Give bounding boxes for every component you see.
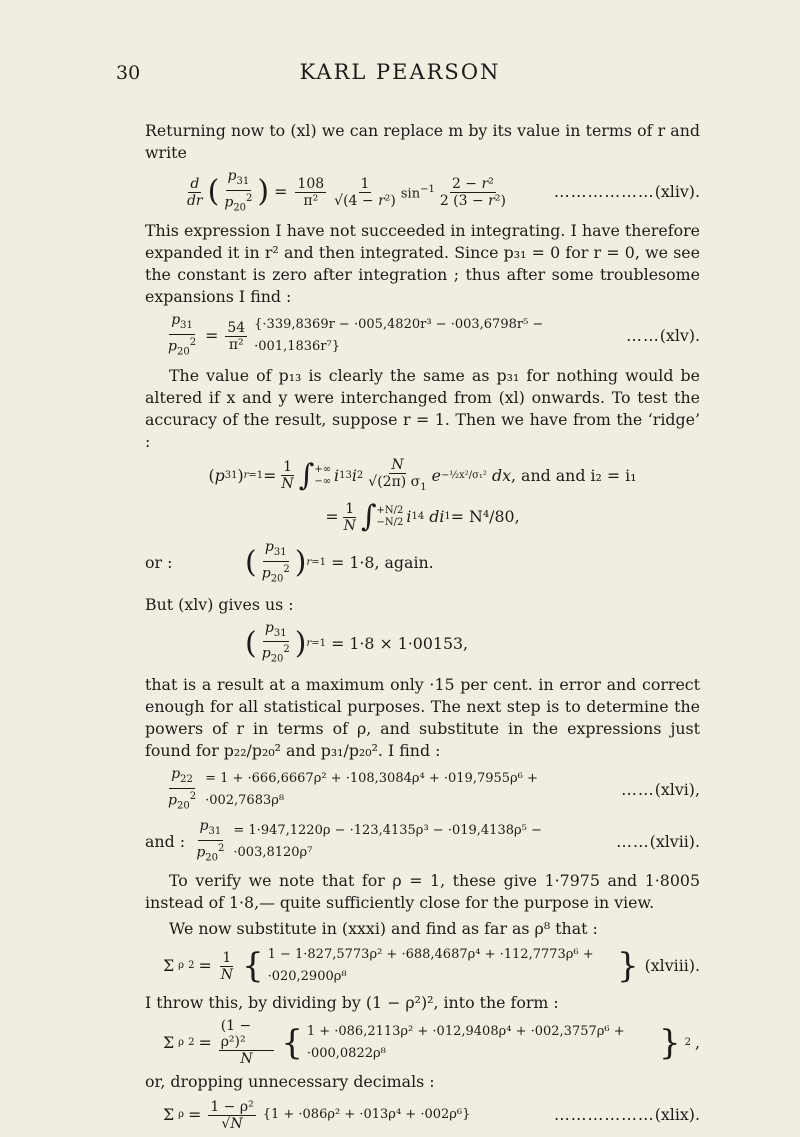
equation-xlvii: and : $\frac{p_{31}}{p_{20}^2}$ = 1·947,1220ρ − ·123,4135ρ³ − ·019,4138ρ⁵ − ·003,8120ρ⁷ ……(xlvii).: [145, 818, 700, 864]
or-row: or : ( $\frac{p_{31}}{p_{20}^2}$ ) r=1 = 1·8, again.: [145, 539, 434, 585]
paragraph-2: This expression I have not succeeded in integrating. I have therefore expanded it in r² and then integrated. Since p₃₁ = 0 for r = 0, we see the constant is zero after integration ; thus after some troublesome expansions I find :: [145, 221, 700, 307]
page-body: [145, 120, 700, 1137]
paragraph-4: But (xlv) gives us :: [145, 594, 294, 614]
equation-xlvi: $\frac{p_{22}}{p_{20}^2}$ = 1 + ·666,6667ρ² + ·108,3084ρ⁴ + ·019,7955ρ⁶ + ·002,7683ρ⁸ ……(xlvi),: [168, 765, 700, 812]
paragraph-9: or, dropping unnecessary decimals :: [145, 1072, 435, 1092]
equation-ridge-1: ( p 31 ) r=1 = $\frac{1}{N}$ ∫ +∞ −∞ i 1 3 i 2 $\frac{N}{√(2\pi) \sigma_1}$ e −½x²/σ₁² dx , and and i₂ = i₁: [208, 456, 637, 493]
paragraph-3: The value of p₁₃ is clearly the same as p₃₁ for nothing would be altered if x and y were interchanged from (xl) onwards. To test the accuracy of the result, suppose r = 1. Then we have from the ‘ridge’ :: [145, 365, 700, 451]
coef-fraction: $\frac{108}{\text{π²}}$: [297, 175, 325, 209]
page-number: 30: [116, 62, 141, 84]
equation-tag: ……(xlv).: [626, 326, 700, 346]
equation-tag: (xlviii).: [644, 956, 700, 976]
equation-tag: ………………(xlix).: [553, 1105, 700, 1125]
paragraph-5: that is a result at a maximum only ·15 per cent. in error and correct enough for all statistical purposes. The next step is to determine the powers of r in terms of ρ, and substitute in the expressions just found for p₂₂/p₂₀² and p₃₁/p₂₀². I find :: [145, 674, 700, 760]
equation-tag: ……(xlvi),: [621, 779, 700, 799]
paragraph-6: To verify we note that for ρ = 1, these give 1·7975 and 1·8005 instead of 1·8,— quite sufficiently close for the purpose in view.: [145, 871, 700, 913]
equation-ridge-2: = $\frac{1}{N}$ ∫ +N/2 −N/2 i 1 4 di 1 = N⁴/80,: [325, 499, 520, 535]
running-head: KARL PEARSON: [299, 60, 501, 84]
equation-xlv: $\frac{p_{31}}{p_{20}^2}$ = $\frac{54}{\text{π²}}$ {·339,8369r − ·005,4820r³ − ·003,6798r⁵ − ·001,1836r⁷} ……(xlv).: [168, 312, 700, 358]
paragraph-8: I throw this, by dividing by (1 − ρ²)², into the form :: [145, 993, 559, 1013]
xlv-check: ( $\frac{p_{31}}{p_{20}^2}$ ) r=1 = 1·8 × 1·00153,: [245, 619, 469, 665]
equation-xlix: Σ ρ = $\frac{\text{1 − ρ²}}{√N}$ {1 + ·086ρ² + ·013ρ⁴ + ·002ρ⁶} ………………(xlix).: [163, 1098, 700, 1132]
equation-xlviii: Σ ρ 2 = $\frac{1}{N}$ { 1 − 1·827,5773ρ² + ·688,4687ρ⁴ + ·112,7773ρ⁶ + ·020,2900ρ⁸ } (xlviii).: [163, 946, 700, 987]
paragraph-1: Returning now to (xl) we can replace m by its value in terms of r and write: [145, 121, 700, 162]
equation-tag: ……(xlvii).: [616, 832, 700, 852]
paragraph-7: We now substitute in (xxxi) and find as far as ρ⁸ that :: [169, 919, 598, 939]
equation-form: Σ ρ 2 = $\frac{\text{(1 − ρ²)²}}{N}$ { 1 + ·086,2113ρ² + ·012,9408ρ⁴ + ·002,3757ρ⁶ + ·000,0822ρ⁸ } 2 ,: [163, 1018, 700, 1068]
equation-tag: ………………(xliv).: [553, 182, 700, 202]
page-header: [0, 60, 800, 90]
equation-xliv: $\frac{d}{dr}$ ( $\frac{p_{31}}{p_{20}^2}$ ) = $\frac{108}{\text{π²}}$ $\frac{1}{\text{√(4 − r²)}}$ $\sin^{-1}$ $\frac{\text{2 − r²}}{\text{2 (3 − r²)}}$ ………………(xliv).: [186, 168, 700, 214]
